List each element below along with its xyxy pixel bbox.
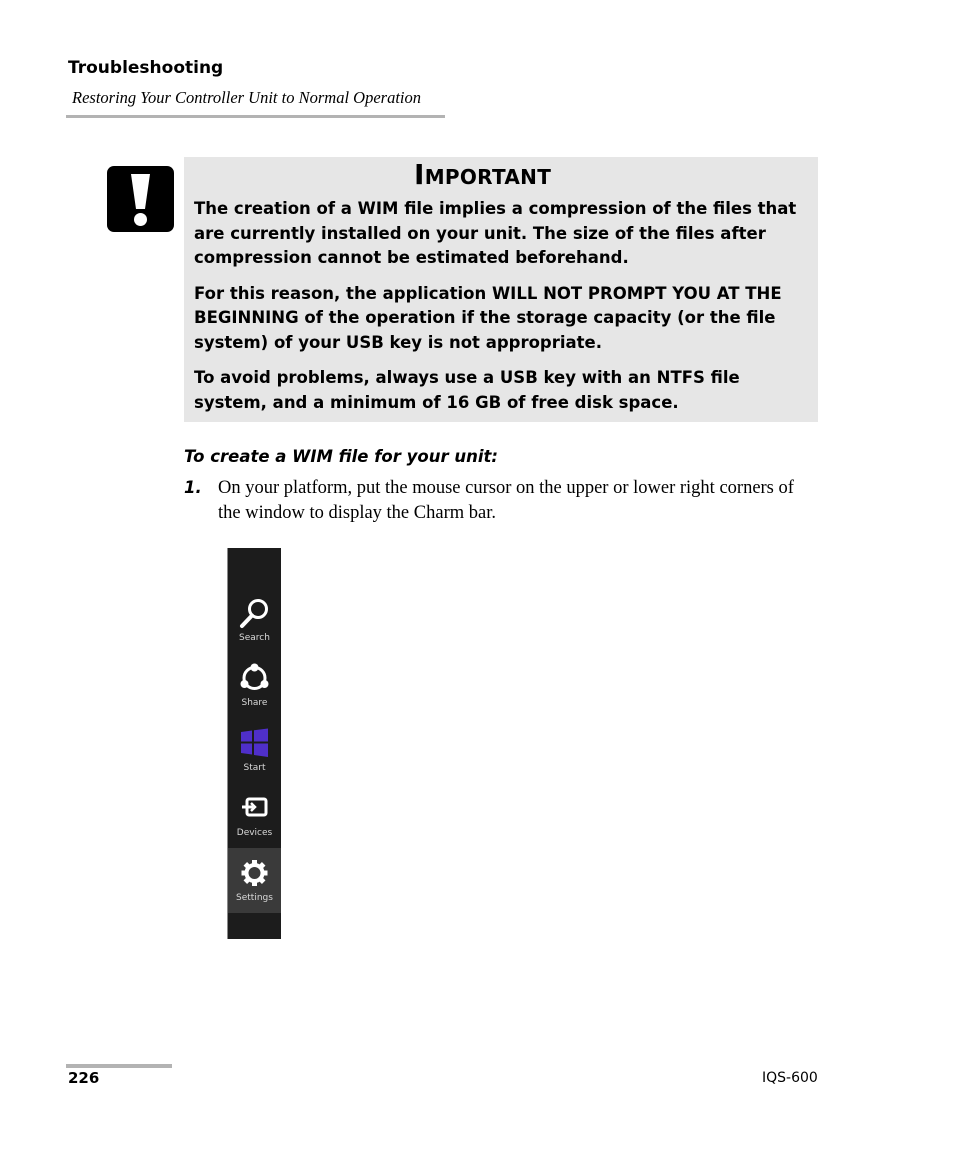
charm-label: Devices [236,828,273,838]
important-text [194,197,810,426]
charm-search[interactable] [228,591,281,655]
section-title: Troubleshooting [68,58,224,78]
charm-label: Start [243,763,266,773]
exclamation-icon [107,166,174,232]
step-number: 1. [184,478,202,497]
section-subtitle: Restoring Your Controller Unit to Normal Operation [72,88,421,107]
charm-label: Settings [236,893,273,903]
charm-label: Share [241,698,268,708]
share-icon [239,662,270,694]
model-name: IQS-600 [762,1070,818,1086]
devices-icon [239,792,270,824]
charm-label: Search [239,633,270,643]
gear-icon [239,857,270,889]
search-icon [239,597,270,629]
header-divider [66,115,445,118]
windows-logo-icon [239,727,270,759]
important-paragraph: To avoid problems, always use a USB key with an NTFS file system, and a minimum of 16 GB of free disk space. [194,368,740,412]
important-paragraph: The creation of a WIM file implies a compression of the files that are currently installed on your unit. The size of the files after compression cannot be estimated beforehand. [194,199,797,267]
important-paragraph: For this reason, the application WILL NOT PROMPT YOU AT THE BEGINNING of the operation if the storage capacity (or the file system) of your USB key is not appropriate. [194,283,782,352]
footer-divider [66,1064,172,1068]
charm-bar [227,548,281,939]
important-title: Important [414,158,552,191]
charm-share[interactable] [228,656,281,720]
procedure-heading: To create a WIM file for your unit: [184,447,498,466]
page-number: 226 [68,1069,100,1087]
charm-settings[interactable] [228,848,281,913]
charm-start[interactable] [228,721,281,785]
step-text: On your platform, put the mouse cursor on the upper or lower right corners of the window to display the Charm bar. [218,478,794,523]
charm-devices[interactable] [228,786,281,850]
